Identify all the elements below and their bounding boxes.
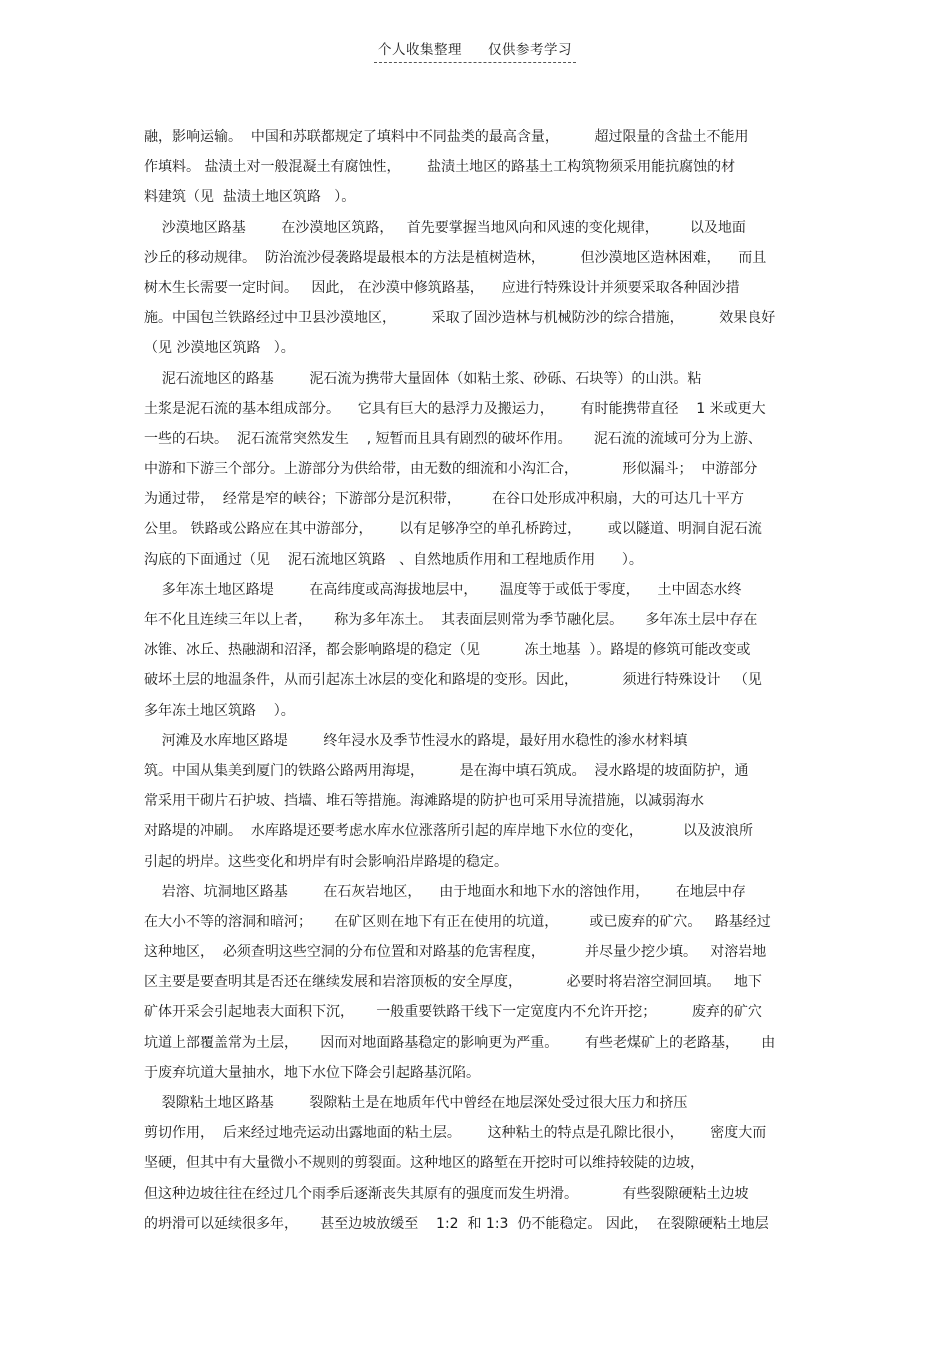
text-line: 引起的坍岸。这些变化和坍岸有时会影响沿岸路堤的稳定。 — [144, 853, 508, 870]
text-line: 中游和下游三个部分。上游部分为供给带，由无数的细流和小沟汇合， 形似漏斗； 中游部分 — [144, 461, 758, 478]
text-line: 矿体开采会引起地表大面积下沉， 一般重要铁路干线下一定宽度内不允许开挖； 废弃的矿穴 — [144, 1004, 762, 1021]
text-line: 沙漠地区路基 在沙漠地区筑路， 首先要掌握当地风向和风速的变化规律， 以及地面 — [144, 219, 746, 236]
text-line: 料建筑（见 盐渍土地区筑路 ）。 — [144, 189, 356, 206]
text-line: 一些的石块。 泥石流常突然发生 , 短暂而且具有剧烈的破坏作用。 泥石流的流域可分为上游、 — [144, 430, 762, 447]
text-line: 坚硬，但其中有大量微小不规则的剪裂面。这种地区的路堑在开挖时可以维持较陡的边坡， — [144, 1155, 704, 1172]
text-line: 年不化且连续三年以上者， 称为多年冻土。 其表面层则常为季节融化层。 多年冻土层中存在 — [144, 612, 758, 628]
text-line: 但这种边坡往往在经过几个雨季后逐渐丧失其原有的强度而发生坍滑。 有些裂隙硬粘土边坡 — [144, 1185, 749, 1202]
text-line: 为通过带， 经常是窄的峡谷；下游部分是沉积带， 在谷口处形成冲积扇，大的可达几十平方 — [144, 491, 745, 508]
text-line: 公里。 铁路或公路应在其中游部分， 以有足够净空的单孔桥跨过， 或以隧道、明洞自泥石流 — [144, 521, 762, 538]
text-line: 坑道上部覆盖常为土层， 因而对地面路基稳定的影响更为严重。 有些老煤矿上的老路基， 由 — [144, 1034, 776, 1051]
text-line: （见 沙漠地区筑路 ）。 — [144, 340, 295, 357]
header-right-text: 仅供参考学习 — [488, 42, 572, 58]
text-line: 区主要是要查明其是否还在继续发展和岩溶顶板的安全厚度， 必要时将岩溶空洞回填。 地下 — [144, 974, 762, 991]
text-line: 于废弃坑道大量抽水，地下水位下降会引起路基沉陷。 — [144, 1064, 480, 1081]
text-line: 岩溶、坑洞地区路基 在石灰岩地区， 由于地面水和地下水的溶蚀作用， 在地层中存 — [144, 883, 746, 900]
text-line: 多年冻土地区筑路 ）。 — [144, 702, 295, 719]
text-line: 在大小不等的溶洞和暗河； 在矿区则在地下有正在使用的坑道， 或已废弃的矿穴。 路基经过 — [144, 913, 771, 930]
text-line: 破坏土层的地温条件，从而引起冻土冰层的变化和路堤的变形。因此， 须进行特殊设计 （见 — [144, 672, 762, 689]
text-line: 裂隙粘土地区路基 裂隙粘土是在地质年代中曾经在地层深处受过很大压力和挤压 — [144, 1095, 688, 1111]
text-line: 常采用干砌片石护坡、挡墙、堆石等措施。海滩路堤的防护也可采用导流措施，以减弱海水 — [144, 793, 704, 810]
text-line: 河滩及水库地区路堤 终年浸水及季节性浸水的路堤，最好用水稳性的渗水材料填 — [144, 732, 688, 749]
text-line: 融，影响运输。 中国和苏联都规定了填料中不同盐类的最高含量， 超过限量的含盐土不能用 — [144, 129, 749, 145]
text-line: 作填料。 盐渍土对一般混凝土有腐蚀性， 盐渍土地区的路基土工构筑物须采用能抗腐蚀的材 — [144, 159, 736, 176]
text-line: 土浆是泥石流的基本组成部分。 它具有巨大的悬浮力及搬运力， 有时能携带直径 1 米或更大 — [144, 400, 766, 417]
text-line: 多年冻土地区路堤 在高纬度或高海拔地层中， 温度等于或低于零度， 土中固态水终 — [144, 581, 742, 598]
header-left-text: 个人收集整理 — [378, 42, 462, 58]
page-header — [0, 38, 950, 63]
text-line: 沟底的下面通过（见 泥石流地区筑路 、自然地质作用和工程地质作用 ）。 — [144, 551, 643, 568]
text-line: 施。中国包兰铁路经过中卫县沙漠地区， 采取了固沙造林与机械防沙的综合措施， 效果良好 — [144, 310, 776, 327]
document-body — [144, 122, 804, 1239]
text-line: 的坍滑可以延续很多年， 甚至边坡放缓至 1:2 和 1:3 仍不能稳定。 因此， 在裂隙硬粘土地层 — [144, 1215, 769, 1232]
text-line: 剪切作用， 后来经过地壳运动出露地面的粘土层。 这种粘土的特点是孔隙比很小， 密度大而 — [144, 1125, 767, 1142]
text-line: 树木生长需要一定时间。 因此， 在沙漠中修筑路基， 应进行特殊设计并须要采取各种固沙措 — [144, 279, 740, 296]
text-line: 这种地区， 必须查明这些空洞的分布位置和对路基的危害程度， 并尽量少挖少填。 对溶岩地 — [144, 944, 767, 961]
text-line: 筑。中国从集美到厦门的铁路公路两用海堤， 是在海中填石筑成。 浸水路堤的坡面防护，通 — [144, 762, 749, 779]
text-line: 泥石流地区的路基 泥石流为携带大量固体（如粘土浆、砂砾、石块等）的山洪。粘 — [144, 370, 702, 387]
header-underline — [374, 38, 576, 63]
text-line: 沙丘的移动规律。 防治流沙侵袭路堤最根本的方法是植树造林， 但沙漠地区造林困难， 而且 — [144, 249, 767, 266]
text-line: 冰锥、冰丘、热融湖和沼泽，都会影响路堤的稳定（见 冻土地基 ）。路堤的修筑可能改变或 — [144, 642, 751, 659]
text-line: 对路堤的冲刷。 水库路堤还要考虑水库水位涨落所引起的库岸地下水位的变化， 以及波浪所 — [144, 823, 753, 840]
